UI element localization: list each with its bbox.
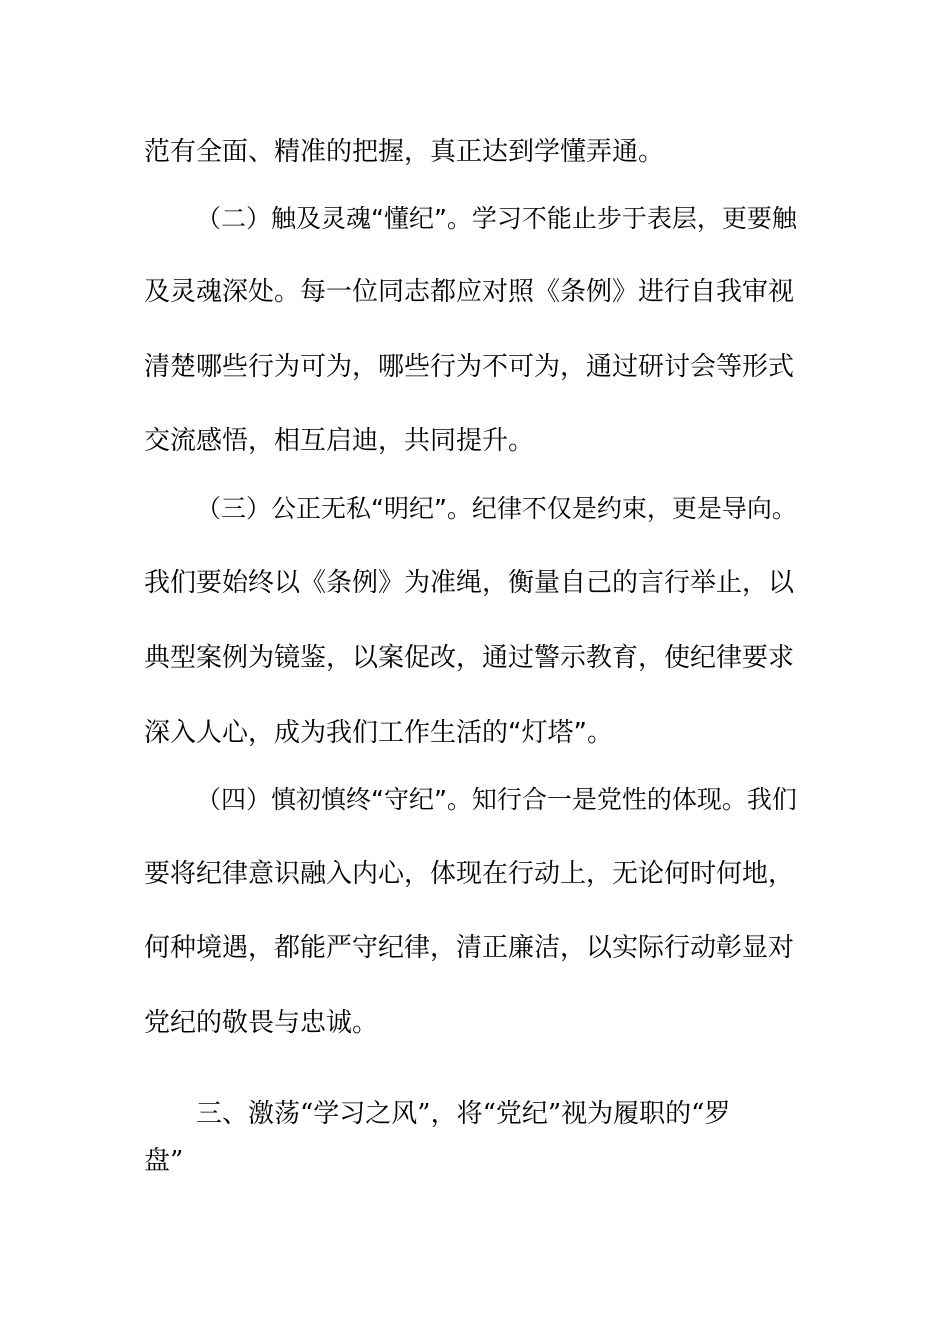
paragraph-line: 党纪的敬畏与忠诚。: [144, 1008, 379, 1038]
paragraph-line: 要将纪律意识融入内心，体现在行动上，无论何时何地，: [144, 859, 795, 889]
section-heading-continued: 盘”: [144, 1146, 184, 1176]
paragraph-line: 及灵魂深处。每一位同志都应对照《条例》进行自我审视: [144, 277, 795, 307]
paragraph-line: （二）触及灵魂“懂纪”。学习不能止步于表层，更要触: [196, 204, 797, 233]
section-heading: 三、激荡“学习之风”，将“党纪”视为履职的“罗: [196, 1099, 731, 1129]
paragraph-line: 深入人心，成为我们工作生活的“灯塔”。: [144, 718, 613, 748]
paragraph-line: 范有全面、精准的把握，真正达到学懂弄通。: [144, 137, 665, 167]
paragraph-line: 我们要始终以《条例》为准绳，衡量自己的言行举止，以: [144, 568, 795, 598]
paragraph-line: 何种境遇，都能严守纪律，清正廉洁，以实际行动彰显对: [144, 933, 795, 963]
paragraph-line: （四）慎初慎终“守纪”。知行合一是党性的体现。我们: [196, 785, 797, 814]
paragraph-line: 清楚哪些行为可为，哪些行为不可为，通过研讨会等形式: [144, 352, 795, 382]
paragraph-line: （三）公正无私“明纪”。纪律不仅是约束，更是导向。: [196, 494, 797, 523]
paragraph-line: 典型案例为镜鉴，以案促改，通过警示教育，使纪律要求: [144, 643, 795, 673]
paragraph-line: 交流感悟，相互启迪，共同提升。: [144, 426, 535, 456]
